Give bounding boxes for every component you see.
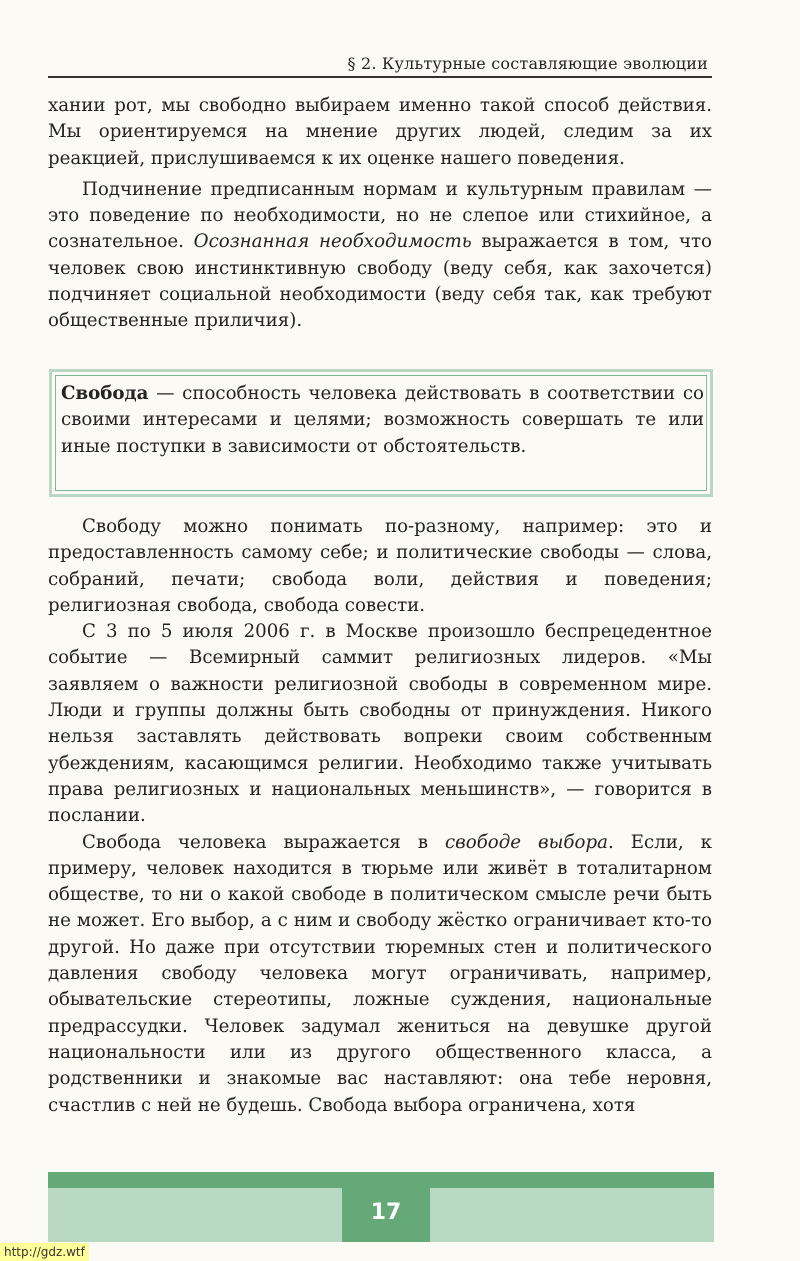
page-number: 17 [370, 1200, 402, 1225]
paragraph: Подчинение предписанным нормам и культурным правилам — это поведение по необходимости, но не слепое или стихийное, а сознательное. Осознанная необходимость выражается в том, что человек свою инстинктивную свободу (веду себя, как захочется) подчиняет социальной необходимости (веду себя так, как требуют общественные приличия). [48, 178, 712, 332]
paragraph: С 3 по 5 июля 2006 г. в Москве произошло беспрецедентное событие — Всемирный саммит религиозных лидеров. «Мы заявляем о важности религиозной свободы в современном мире. Люди и группы должны быть свободны от принуждения. Никого нельзя заставлять действовать вопреки своим собственным убеждениям, касающимся религии. Необходимо также учитывать права религиозных и национальных меньшинств», — говорится в послании. [48, 621, 712, 827]
footer-band [48, 1172, 714, 1188]
definition-term: Свобода [61, 383, 149, 404]
paragraph: Свобода человека выражается в свободе выбора. Если, к примеру, человек находится в тюрьме или живёт в тоталитарном обществе, то ни о какой свободе в политическом смысле речи быть не может. Его выбор, а с ним и свободу жёстко ограничивает кто-то другой. Но даже при отсутствии тюремных стен и политического давления свободу человека могут ограничивать, например, обывательские стереотипы, ложные суждения, национальные предрассудки. Человек задумал жениться на девушке другой национальности или из другого общественного класса, а родственники и знакомые вас наставляют: она тебе неровня, счастлив с ней не будешь. Свобода выбора ограничена, хотя [48, 831, 712, 1116]
emphasis-term: свободе выбора [444, 831, 608, 853]
definition-box [49, 369, 713, 497]
definition-text: Свобода — способность человека действовать в соответствии со своими интересами и целями; возможность совершать те или иные поступки в зависимости от обстоятельств. [61, 383, 704, 457]
paragraph: Свободу можно понимать по-разному, например: это и предоставленность самому себе; и политические свободы — слова, собраний, печати; свобода воли, действия и поведения; религиозная свобода, свобода совести. [48, 516, 712, 616]
footer-panel-left [48, 1188, 342, 1242]
footer-panel-right [430, 1188, 714, 1242]
paragraph: хании рот, мы свободно выбираем именно такой способ действия. Мы ориентируемся на мнение других людей, следим за их реакцией, прислушиваемся к их оценке нашего поведения. [48, 95, 712, 169]
emphasis-term: Осознанная необходимость [193, 231, 472, 253]
running-title: § 2. Культурные составляющие эволюции [347, 54, 708, 73]
watermark-link[interactable]: http://gdz.wtf [0, 1243, 89, 1261]
text-block-top [48, 93, 712, 335]
text-block-main [48, 514, 712, 1119]
running-header [48, 54, 712, 78]
